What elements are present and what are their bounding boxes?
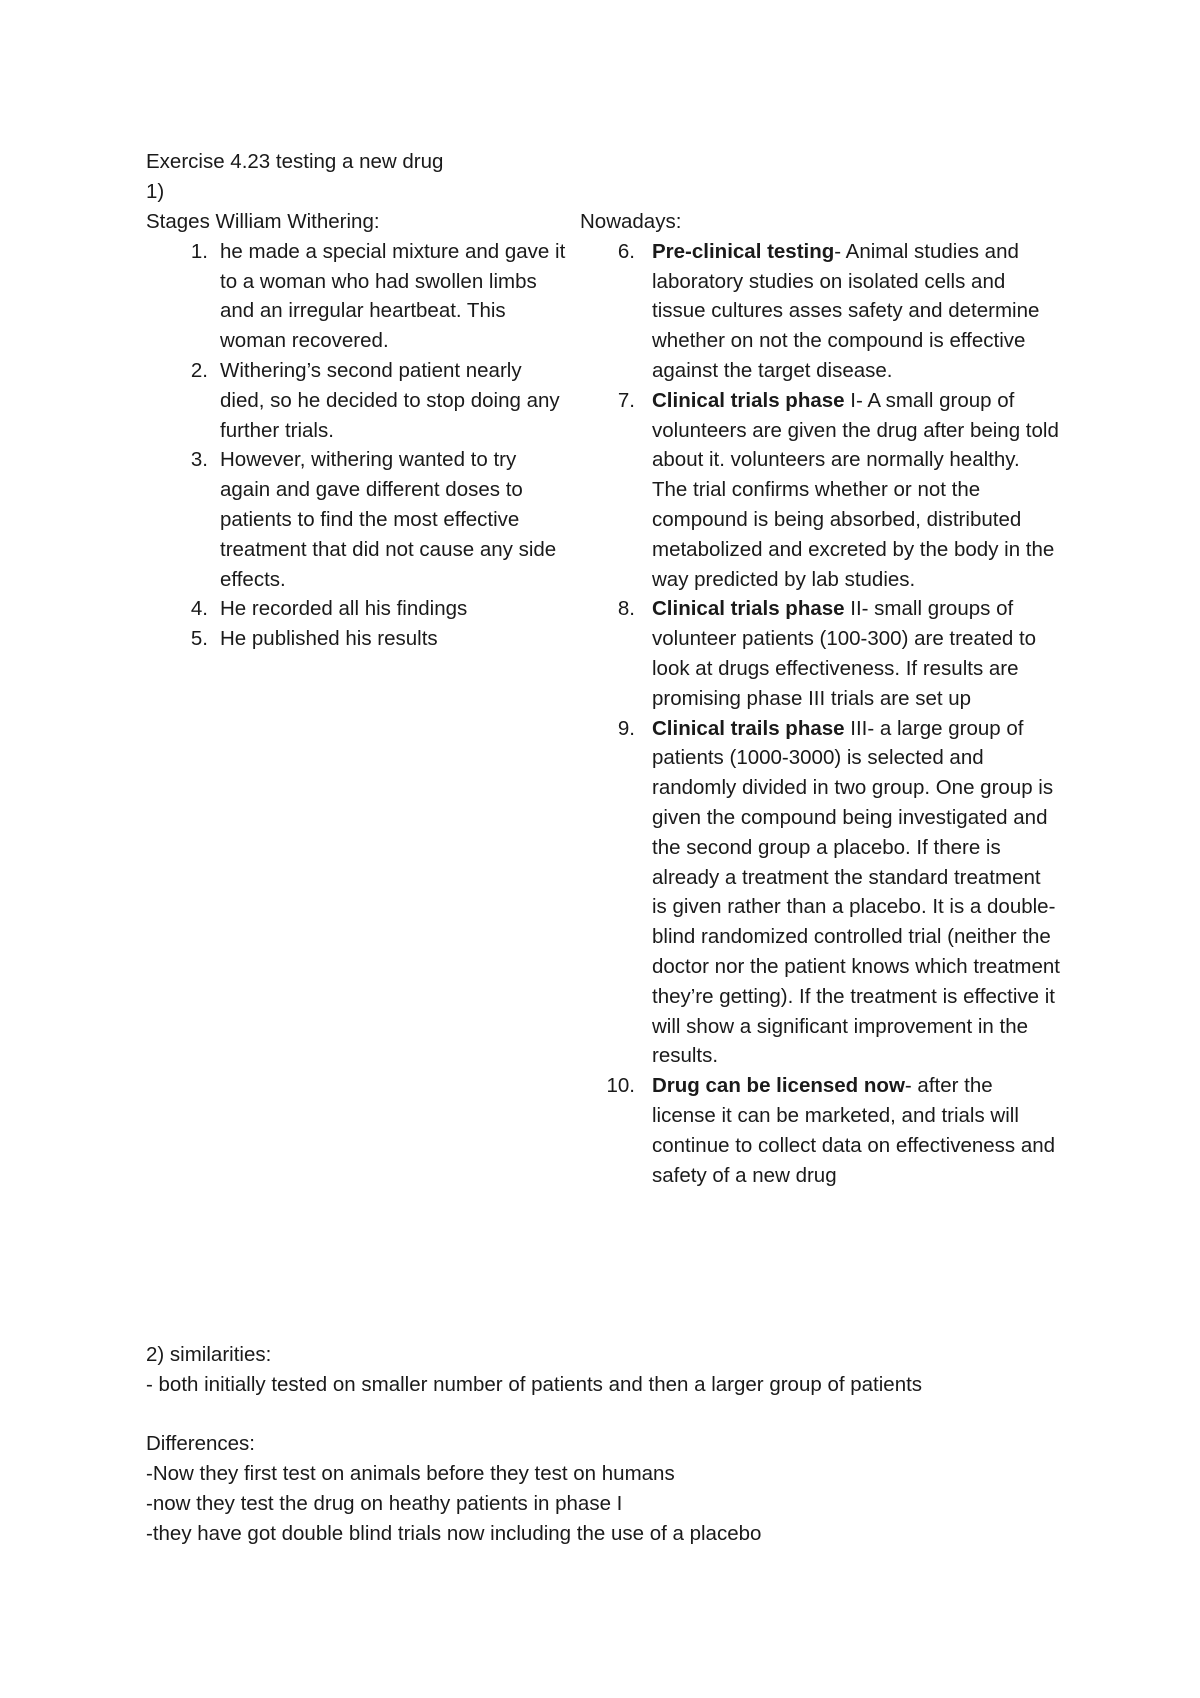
- list-item-text: - after the license it can be marketed, and trials will continue to collect data on effectiveness and safety of a new drug: [652, 1074, 1056, 1187]
- list-item-text: He recorded all his findings: [220, 597, 468, 621]
- difference-item: -they have got double blind trials now including the use of a placebo: [146, 1522, 762, 1545]
- question-2-heading: 2) similarities:: [146, 1343, 272, 1366]
- list-item-number: 10.: [606, 1074, 635, 1098]
- list-item-text: He published his results: [220, 627, 438, 651]
- withering-heading: Stages William Withering:: [146, 210, 380, 233]
- list-item: [580, 594, 1060, 713]
- similarity-text: - both initially tested on smaller number of patients and then a larger group of patients: [146, 1373, 923, 1396]
- list-item-text: I- A small group of volunteers are given the drug after being told about it. volunteers are normally healthy. The trial confirms whether or not the compound is being absorbed, distributed metabolized and excreted by the body in the way predicted by lab studies.: [652, 388, 1059, 591]
- nowadays-stages-list: [580, 237, 1060, 1191]
- list-item-number: 2.: [190, 358, 208, 382]
- list-item: [580, 237, 1060, 386]
- list-item-number: 3.: [190, 448, 208, 472]
- list-item-text: he made a special mixture and gave it to a woman who had swollen limbs and an irregular heartbeat. This woman recovered.: [220, 239, 566, 353]
- list-item-text: III- a large group of patients (1000-3000) is selected and randomly divided in two group. One group is given the compound being investigated and the second group a placebo. If there is already a treatment the standard treatment is given rather than a placebo. It is a double-blind randomized controlled trial (neither the doctor nor the patient knows which treatment they’re getting). If the treatment is effective it will show a significant improvement in the results.: [652, 716, 1060, 1068]
- stage-title: Clinical trails phase: [652, 716, 845, 740]
- nowadays-heading: Nowadays:: [580, 210, 682, 233]
- list-item-text: However, withering wanted to try again and gave different doses to patients to find the most effective treatment that did not cause any side effects.: [220, 448, 557, 591]
- list-item: [580, 714, 1060, 1072]
- list-item-number: 7.: [617, 388, 635, 412]
- list-item: [580, 1071, 1060, 1190]
- list-item: [580, 386, 1060, 595]
- list-item-text: - Animal studies and laboratory studies on isolated cells and tissue cultures asses safety and determine whether on not the compound is effective against the target disease.: [652, 239, 1040, 382]
- list-item: [146, 237, 566, 356]
- list-item-text: II- small groups of volunteer patients (100-300) are treated to look at drugs effectiveness. If results are promising phase III trials are set up: [652, 597, 1037, 710]
- differences-heading: Differences:: [146, 1432, 256, 1455]
- document-title: Exercise 4.23 testing a new drug: [146, 150, 444, 173]
- list-item: [146, 356, 566, 445]
- list-item-number: 6.: [617, 239, 635, 263]
- difference-item: -now they test the drug on heathy patients in phase I: [146, 1492, 623, 1515]
- withering-stages-list: [146, 237, 566, 654]
- difference-item: -Now they first test on animals before they test on humans: [146, 1462, 675, 1485]
- list-item-number: 5.: [190, 627, 208, 651]
- list-item: [146, 594, 566, 624]
- question-1-label: 1): [146, 180, 165, 203]
- stage-title: Pre-clinical testing: [652, 239, 835, 263]
- list-item-number: 4.: [190, 597, 208, 621]
- stage-title: Clinical trials phase: [652, 388, 845, 412]
- list-item-text: Withering’s second patient nearly died, so he decided to stop doing any further trials.: [220, 358, 560, 442]
- stage-title: Clinical trials phase: [652, 597, 845, 621]
- list-item-number: 8.: [617, 597, 635, 621]
- list-item-number: 9.: [617, 716, 635, 740]
- stage-title: Drug can be licensed now: [652, 1074, 905, 1098]
- nowadays-column: [580, 207, 1060, 1190]
- list-item-number: 1.: [190, 239, 208, 263]
- withering-stages-column: [146, 207, 566, 654]
- list-item: [146, 624, 566, 654]
- list-item: [146, 445, 566, 594]
